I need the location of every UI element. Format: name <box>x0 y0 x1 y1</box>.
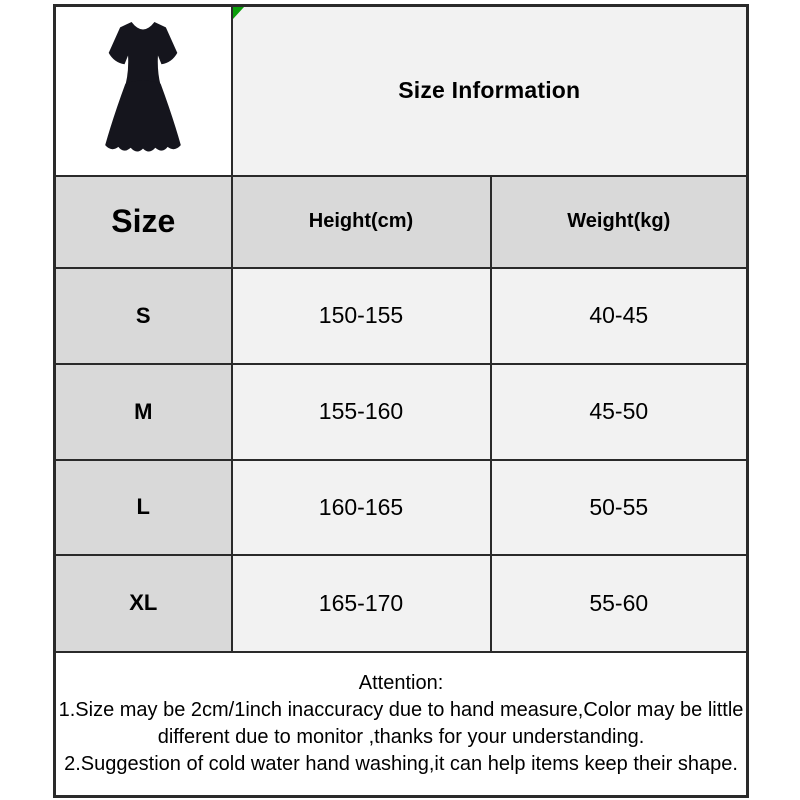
attention-cell <box>55 652 748 797</box>
green-triangle-icon <box>233 7 244 19</box>
table-row-xl <box>55 555 748 652</box>
table-row-s <box>55 268 748 364</box>
size-cell-s: S <box>55 268 232 364</box>
attention-label: Attention: <box>358 671 444 694</box>
column-header-weight: Weight(kg) <box>491 176 748 268</box>
dress-bodice-path <box>109 22 178 85</box>
page-title: Size Information <box>398 77 581 104</box>
size-cell-m: M <box>55 364 232 460</box>
dress-image <box>90 15 196 161</box>
height-cell-xl: 165-170 <box>232 555 491 652</box>
table-row-m <box>55 364 748 460</box>
attention-note-2: 2.Suggestion of cold water hand washing,it can help items keep their shape. <box>64 752 738 775</box>
column-header-size: Size <box>55 176 232 268</box>
weight-cell-m: 45-50 <box>491 364 748 460</box>
weight-cell-l: 50-55 <box>491 460 748 555</box>
weight-cell-xl: 55-60 <box>491 555 748 652</box>
column-header-height: Height(cm) <box>232 176 491 268</box>
weight-cell-s: 40-45 <box>491 268 748 364</box>
product-image-cell <box>55 6 232 176</box>
attention-note-1: 1.Size may be 2cm/1inch inaccuracy due to hand measure,Color may be little different due to monitor ,thanks for your understanding. <box>58 698 744 748</box>
size-table <box>53 4 749 798</box>
size-information-title-cell <box>232 6 748 176</box>
size-cell-xl: XL <box>55 555 232 652</box>
size-cell-l: L <box>55 460 232 555</box>
height-cell-m: 155-160 <box>232 364 491 460</box>
height-cell-s: 150-155 <box>232 268 491 364</box>
height-cell-l: 160-165 <box>232 460 491 555</box>
dress-skirt-path <box>105 81 181 152</box>
table-row-l <box>55 460 748 555</box>
